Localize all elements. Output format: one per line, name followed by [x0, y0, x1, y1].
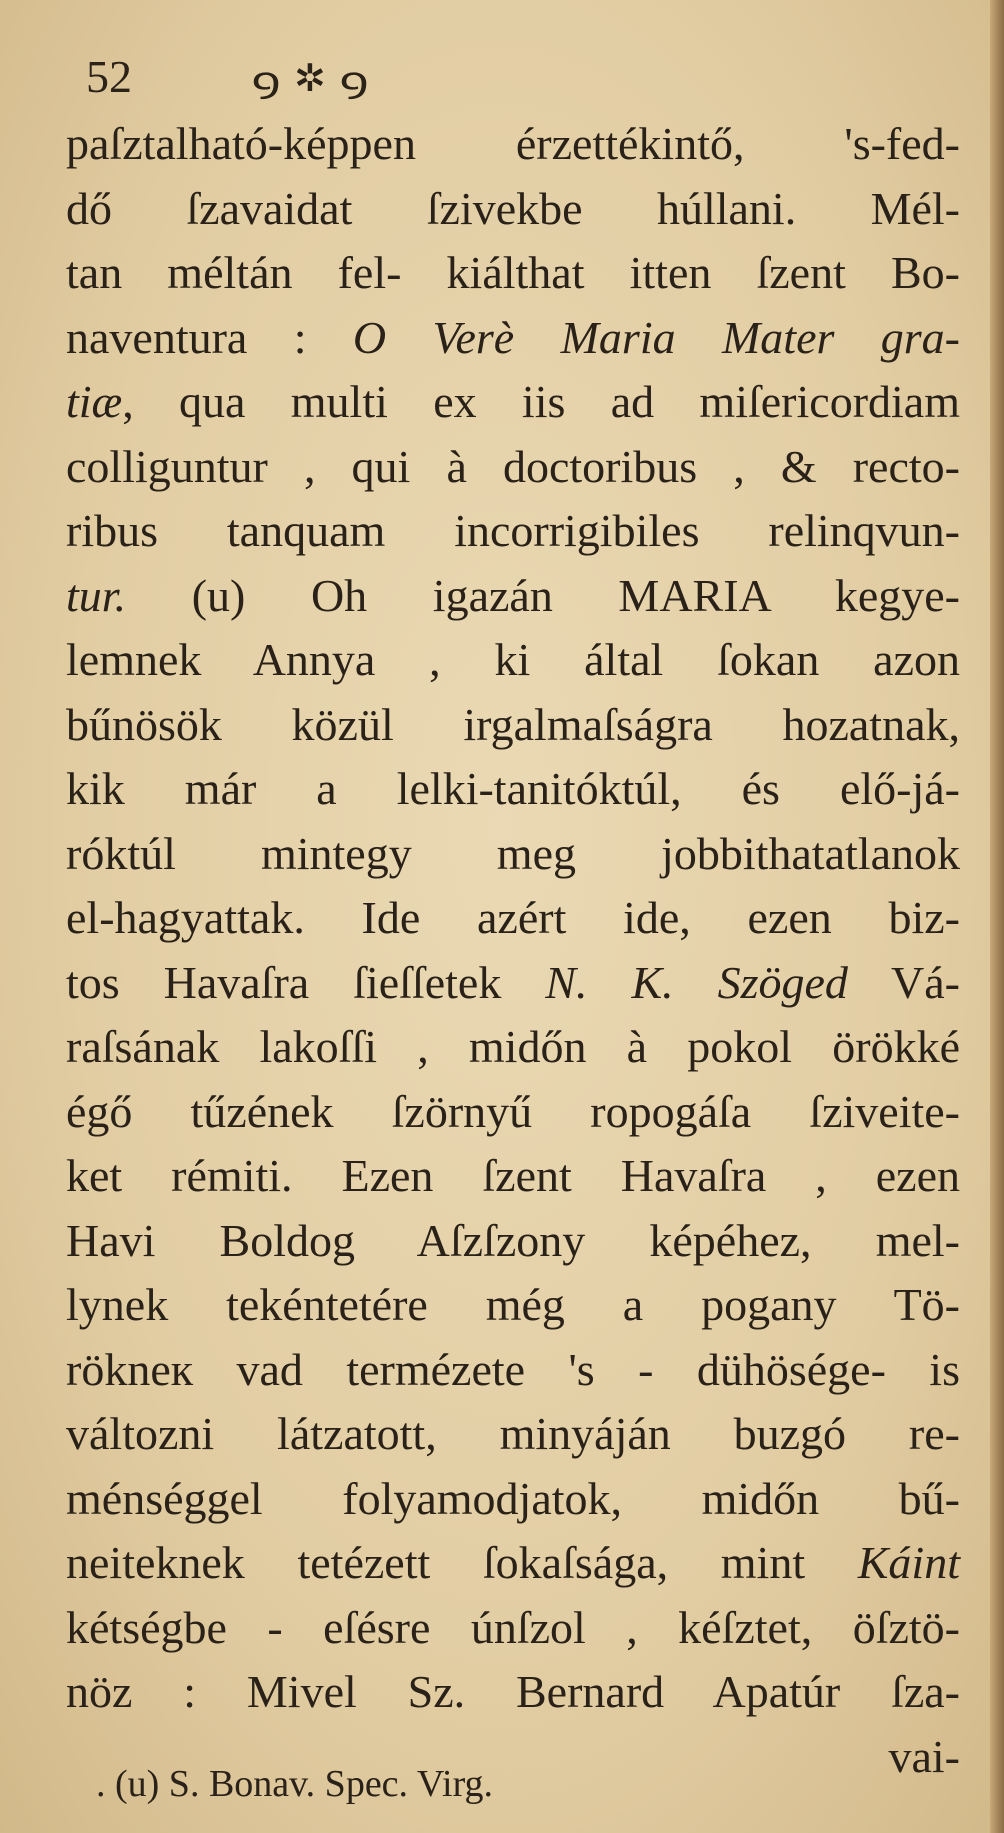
text-line: lemnek Annya , ki által ſokan azon	[66, 634, 960, 685]
text-line: égő tűzének ſzörnyű ropogáſa ſziveite-	[66, 1085, 960, 1137]
text-line-start: naventura :	[66, 311, 353, 363]
text-line: nöz : Mivel Sz. Bernard Apatúr ſza-	[66, 1666, 960, 1717]
body-text	[66, 112, 960, 1789]
text-line: el-hagyattak. Ide azért ide, ezen biz-	[66, 892, 960, 943]
text-line: paſztalható-képpen érzettékintő, 's-fed-	[66, 118, 960, 169]
text-line: ribus tanquam incorrigibiles relinqvun-	[66, 505, 960, 556]
ornament-right-icon: ꝯ	[338, 60, 369, 100]
text-line-rest: (u) Oh igazán MARIA kegye-	[126, 569, 960, 621]
page-header	[86, 38, 646, 108]
text-line: raſsának lakoſſi , midőn à pokol örökké	[66, 1021, 960, 1072]
text-line-start: neiteknek tetézett ſokaſsága, mint	[66, 1537, 858, 1588]
text-line	[66, 564, 960, 629]
text-line	[66, 306, 960, 371]
catchword: vai-	[888, 1730, 960, 1782]
text-line: lynek tekéntetére még a pogany Tö-	[66, 1279, 960, 1330]
latin-quote-end: tur.	[66, 569, 127, 621]
text-line: változni látzatott, minyáján buzgó re-	[66, 1408, 960, 1459]
name-kaint: Káint	[857, 1537, 960, 1588]
text-line	[66, 370, 960, 435]
latin-quote-rest: , qua multi ex iis ad miſericordiam	[122, 376, 960, 427]
place-name: N. K. Szöged	[545, 956, 848, 1008]
footnote: . (u) S. Bonav. Spec. Virg.	[96, 1763, 494, 1805]
text-line: kik már a lelki-tanitóktúl, és elő-já-	[66, 763, 960, 814]
text-line: bűnösök közül irgalmaſságra hozatnak,	[66, 698, 960, 750]
text-line: rökneк vad termézete 's - dühösége- is	[66, 1343, 960, 1395]
text-line: tan méltán fel- kiálthat itten ſzent Bo-	[66, 247, 960, 298]
ornament-left-icon: ꝯ	[251, 60, 281, 100]
page-edge	[990, 0, 1004, 1833]
text-line-rest: Vá-	[847, 956, 960, 1008]
text-line: Havi Boldog Aſzſzony képéhez, mel-	[66, 1214, 960, 1266]
header-ornament	[251, 56, 369, 100]
latin-quote: O Verè Maria Mater gra-	[352, 311, 960, 363]
text-line	[66, 1531, 960, 1596]
text-line: colliguntur , qui à doctoribus , & recto-	[66, 440, 960, 492]
text-line: kétségbe - eſésre únſzol , kéſztet, öſztö-	[66, 1601, 960, 1653]
latin-quote: tiæ	[66, 376, 123, 427]
ornament-star-icon: ✲	[293, 56, 326, 100]
page-number: 52	[86, 51, 132, 102]
text-line: dő ſzavaidat ſzivekbe húllani. Mél-	[66, 182, 960, 234]
text-line-start: tos Havaſra ſieſſetek	[66, 956, 546, 1008]
text-line: ket rémiti. Ezen ſzent Havaſra , ezen	[66, 1150, 960, 1201]
text-line: ménséggel folyamodjatok, midőn bű-	[66, 1472, 960, 1524]
text-line: róktúl mintegy meg jobbithatatlanok	[66, 827, 960, 879]
text-line	[66, 951, 960, 1016]
